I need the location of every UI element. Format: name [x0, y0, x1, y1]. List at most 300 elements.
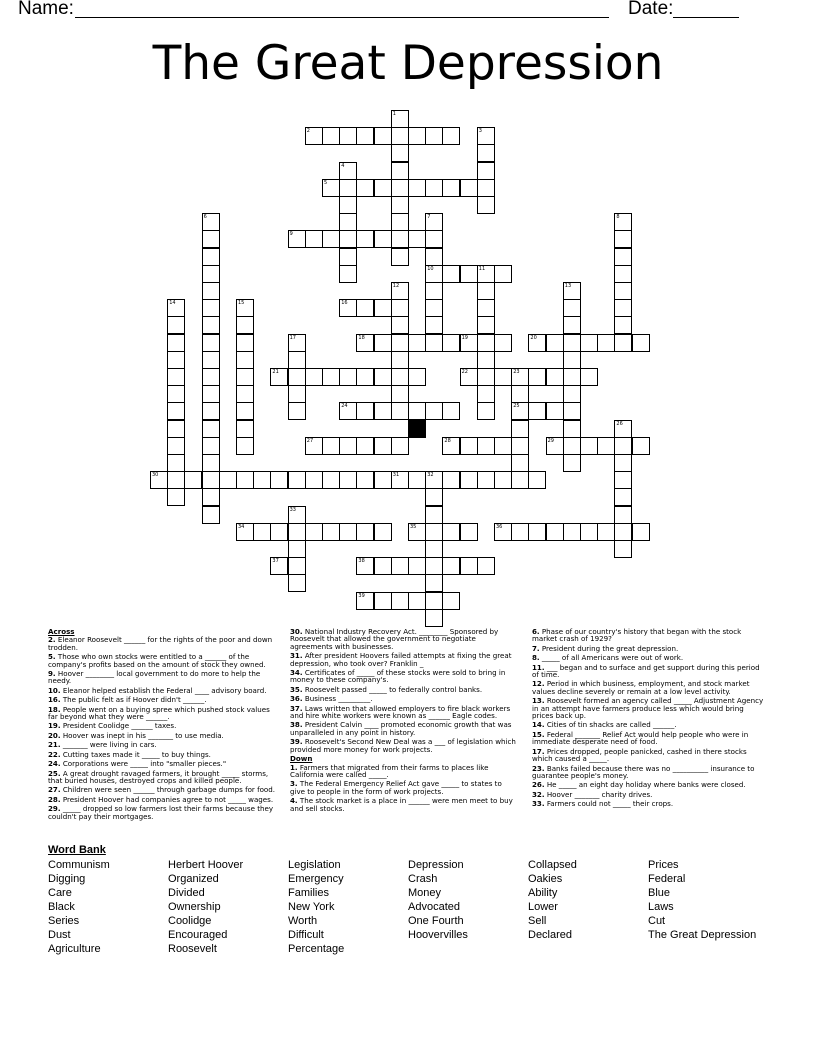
grid-cell[interactable] [305, 523, 323, 541]
grid-cell[interactable] [202, 316, 220, 334]
grid-cell[interactable] [391, 299, 409, 317]
grid-cell[interactable] [460, 334, 478, 352]
grid-cell[interactable] [202, 488, 220, 506]
grid-cell[interactable] [511, 454, 529, 472]
grid-cell[interactable] [202, 265, 220, 283]
grid-cell[interactable] [374, 368, 392, 386]
grid-cell[interactable] [528, 523, 546, 541]
grid-cell[interactable] [270, 368, 288, 386]
grid-cell[interactable] [425, 506, 443, 524]
grid-cell[interactable] [563, 368, 581, 386]
grid-cell[interactable] [167, 316, 185, 334]
clue-text: The public felt as if Hoover didn't ______. [60, 695, 207, 705]
grid-cell[interactable] [202, 402, 220, 420]
grid-cell[interactable] [322, 368, 340, 386]
grid-cell[interactable] [614, 230, 632, 248]
grid-cell[interactable] [632, 437, 650, 455]
grid-cell[interactable] [442, 127, 460, 145]
grid-cell[interactable] [167, 471, 185, 489]
grid-cell[interactable] [614, 316, 632, 334]
grid-cell[interactable] [511, 402, 529, 420]
grid-cell[interactable] [442, 265, 460, 283]
grid-cell[interactable] [356, 179, 374, 197]
grid-cell[interactable] [408, 179, 426, 197]
grid-cell[interactable] [563, 437, 581, 455]
grid-cell[interactable] [374, 523, 392, 541]
grid-cell[interactable] [477, 265, 495, 283]
grid-cell[interactable] [339, 368, 357, 386]
grid-cell[interactable] [442, 471, 460, 489]
grid-cell[interactable] [374, 557, 392, 575]
grid-cell[interactable] [408, 592, 426, 610]
grid-cell[interactable] [425, 592, 443, 610]
grid-cell[interactable] [563, 420, 581, 438]
grid-cell[interactable] [408, 127, 426, 145]
word-bank-word: Hoovervilles [408, 929, 468, 941]
grid-cell[interactable] [460, 179, 478, 197]
grid-cell[interactable] [614, 282, 632, 300]
grid-cell[interactable] [236, 437, 254, 455]
grid-cell[interactable] [288, 385, 306, 403]
grid-cell[interactable] [202, 506, 220, 524]
grid-cell[interactable] [167, 334, 185, 352]
grid-cell[interactable] [391, 368, 409, 386]
grid-cell[interactable] [460, 437, 478, 455]
grid-cell[interactable] [391, 179, 409, 197]
grid-cell[interactable] [563, 351, 581, 369]
grid-cell[interactable] [442, 179, 460, 197]
grid-cell[interactable] [563, 282, 581, 300]
grid-cell[interactable] [339, 265, 357, 283]
grid-cell[interactable] [614, 334, 632, 352]
grid-cell[interactable] [236, 420, 254, 438]
clue [290, 628, 518, 650]
grid-cell[interactable] [236, 316, 254, 334]
grid-cell[interactable] [339, 248, 357, 266]
grid-cell[interactable] [614, 454, 632, 472]
grid-cell[interactable] [425, 540, 443, 558]
grid-cell[interactable] [442, 523, 460, 541]
grid-cell[interactable] [460, 471, 478, 489]
grid-cell[interactable] [391, 248, 409, 266]
grid-cell[interactable] [477, 179, 495, 197]
grid-cell[interactable] [391, 402, 409, 420]
grid-cell[interactable] [288, 402, 306, 420]
clue-text: Eleanor Roosevelt ______ for the rights of the poor and down trodden. [48, 635, 273, 652]
grid-cell[interactable] [288, 368, 306, 386]
grid-cell[interactable] [270, 523, 288, 541]
grid-cell[interactable] [408, 334, 426, 352]
grid-cell[interactable] [477, 368, 495, 386]
grid-cell[interactable] [563, 523, 581, 541]
word-bank-word: Money [408, 887, 442, 899]
grid-cell[interactable] [477, 299, 495, 317]
grid-cell[interactable] [408, 523, 426, 541]
grid-cell[interactable] [236, 334, 254, 352]
grid-cell[interactable] [339, 402, 357, 420]
clues-column-3 [532, 628, 766, 810]
grid-cell[interactable] [425, 609, 443, 627]
grid-cell[interactable] [356, 334, 374, 352]
grid-cell[interactable] [614, 265, 632, 283]
grid-cell[interactable] [236, 385, 254, 403]
grid-cell[interactable] [494, 523, 512, 541]
grid-cell[interactable] [288, 334, 306, 352]
grid-cell[interactable] [614, 213, 632, 231]
grid-cell[interactable] [442, 402, 460, 420]
grid-cell[interactable] [477, 402, 495, 420]
grid-cell[interactable] [236, 471, 254, 489]
grid-cell[interactable] [477, 196, 495, 214]
grid-cell[interactable] [288, 523, 306, 541]
grid-cell[interactable] [391, 557, 409, 575]
grid-cell[interactable] [614, 540, 632, 558]
grid-cell[interactable] [425, 299, 443, 317]
grid-cell[interactable] [167, 351, 185, 369]
grid-cell[interactable] [425, 334, 443, 352]
grid-cell[interactable] [356, 437, 374, 455]
grid-cell[interactable] [339, 230, 357, 248]
grid-cell[interactable] [614, 437, 632, 455]
grid-cell[interactable] [477, 385, 495, 403]
grid-cell[interactable] [391, 316, 409, 334]
grid-cell[interactable] [202, 385, 220, 403]
grid-cell[interactable] [288, 574, 306, 592]
clue-number: 28. [48, 794, 61, 804]
word-bank-word: Ownership [168, 901, 221, 913]
grid-cell[interactable] [580, 368, 598, 386]
grid-cell[interactable] [477, 557, 495, 575]
clue-number: 30. [290, 627, 303, 636]
word-bank-word: New York [288, 901, 335, 913]
grid-cell[interactable] [597, 437, 615, 455]
grid-cell[interactable] [597, 334, 615, 352]
grid-cell[interactable] [614, 299, 632, 317]
grid-cell[interactable] [442, 437, 460, 455]
clue-number: 18 [358, 334, 365, 341]
grid-cell[interactable] [391, 334, 409, 352]
grid-cell[interactable] [408, 402, 426, 420]
grid-cell[interactable] [339, 127, 357, 145]
clue-number: 3. [290, 779, 298, 789]
grid-cell[interactable] [391, 196, 409, 214]
grid-cell[interactable] [442, 557, 460, 575]
grid-cell[interactable] [546, 437, 564, 455]
grid-cell[interactable] [167, 420, 185, 438]
grid-cell[interactable] [339, 471, 357, 489]
grid-cell[interactable] [528, 368, 546, 386]
clue-number: 33. [532, 799, 545, 809]
grid-cell[interactable] [391, 351, 409, 369]
grid-cell[interactable] [511, 385, 529, 403]
grid-cell[interactable] [253, 523, 271, 541]
grid-cell[interactable] [322, 230, 340, 248]
grid-cell[interactable] [202, 334, 220, 352]
grid-cell[interactable] [270, 471, 288, 489]
grid-cell[interactable] [356, 299, 374, 317]
clue-number: 22 [461, 369, 468, 375]
grid-cell[interactable] [425, 574, 443, 592]
grid-cell[interactable] [322, 471, 340, 489]
grid-cell[interactable] [391, 230, 409, 248]
grid-cell[interactable] [528, 471, 546, 489]
grid-cell[interactable] [236, 368, 254, 386]
grid-cell[interactable] [339, 196, 357, 214]
clue-number: 16. [48, 695, 61, 705]
grid-cell[interactable] [511, 471, 529, 489]
clue-text: ___ began and to surface and get support during this period of time. [532, 662, 760, 680]
grid-cell[interactable] [494, 437, 512, 455]
grid-cell[interactable] [288, 557, 306, 575]
grid-cell[interactable] [425, 402, 443, 420]
grid-cell[interactable] [546, 402, 564, 420]
grid-cell[interactable] [425, 471, 443, 489]
grid-cell[interactable] [580, 523, 598, 541]
clue-text: Hoover ________ local government to do more to help the needy. [48, 669, 261, 686]
clue [48, 760, 278, 767]
word-bank-word: Lower [528, 901, 558, 913]
grid-cell[interactable] [442, 592, 460, 610]
clue-text: Hoover _______ charity drives. [544, 789, 653, 799]
grid-cell[interactable] [374, 127, 392, 145]
clue-number: 15 [238, 300, 245, 307]
grid-cell[interactable] [356, 523, 374, 541]
grid-cell[interactable] [511, 523, 529, 541]
grid-cell[interactable] [494, 368, 512, 386]
grid-cell[interactable] [563, 385, 581, 403]
grid-cell[interactable] [425, 127, 443, 145]
grid-cell[interactable] [305, 437, 323, 455]
grid-cell[interactable] [202, 454, 220, 472]
grid-cell[interactable] [356, 368, 374, 386]
grid-cell[interactable] [202, 282, 220, 300]
grid-cell[interactable] [460, 557, 478, 575]
grid-cell[interactable] [288, 230, 306, 248]
grid-cell[interactable] [563, 454, 581, 472]
grid-cell[interactable] [563, 316, 581, 334]
grid-cell[interactable] [477, 144, 495, 162]
grid-cell[interactable] [425, 557, 443, 575]
grid-cell[interactable] [202, 368, 220, 386]
grid-cell[interactable] [391, 437, 409, 455]
grid-cell[interactable] [305, 471, 323, 489]
grid-cell[interactable] [322, 523, 340, 541]
grid-cell[interactable] [460, 523, 478, 541]
grid-cell[interactable] [305, 368, 323, 386]
grid-cell[interactable] [339, 523, 357, 541]
grid-cell[interactable] [391, 592, 409, 610]
grid-cell[interactable] [425, 179, 443, 197]
grid-cell[interactable] [425, 213, 443, 231]
grid-cell[interactable] [408, 230, 426, 248]
clue-number: 23 [513, 369, 520, 375]
clue-number: 21. [48, 740, 61, 750]
grid-cell[interactable] [202, 248, 220, 266]
grid-cell[interactable] [167, 488, 185, 506]
grid-cell[interactable] [322, 437, 340, 455]
grid-cell[interactable] [339, 213, 357, 231]
grid-cell[interactable] [322, 179, 340, 197]
grid-cell[interactable] [477, 437, 495, 455]
grid-cell[interactable] [374, 230, 392, 248]
grid-cell[interactable] [288, 506, 306, 524]
grid-cell[interactable] [356, 471, 374, 489]
grid-cell[interactable] [202, 471, 220, 489]
grid-cell[interactable] [425, 230, 443, 248]
grid-cell[interactable] [374, 471, 392, 489]
grid-cell[interactable] [614, 420, 632, 438]
grid-cell[interactable] [270, 557, 288, 575]
date-label: Date: [628, 0, 674, 19]
grid-cell[interactable] [494, 471, 512, 489]
grid-cell[interactable] [391, 385, 409, 403]
grid-cell[interactable] [356, 230, 374, 248]
grid-cell[interactable] [339, 162, 357, 180]
grid-cell[interactable] [460, 368, 478, 386]
grid-cell[interactable] [528, 402, 546, 420]
grid-cell[interactable] [391, 144, 409, 162]
grid-cell[interactable] [614, 248, 632, 266]
grid-cell[interactable] [288, 471, 306, 489]
clue [290, 780, 518, 795]
grid-cell[interactable] [356, 402, 374, 420]
clue-number: 11. [532, 662, 545, 672]
word-bank-word: Agriculture [48, 943, 101, 955]
grid-cell[interactable] [546, 334, 564, 352]
grid-cell[interactable] [391, 213, 409, 231]
grid-cell[interactable] [477, 334, 495, 352]
grid-cell[interactable] [236, 402, 254, 420]
grid-cell[interactable] [374, 592, 392, 610]
grid-cell[interactable] [632, 334, 650, 352]
grid-cell[interactable] [477, 127, 495, 145]
grid-cell[interactable] [425, 265, 443, 283]
grid-cell[interactable] [184, 471, 202, 489]
grid-cell[interactable] [219, 471, 237, 489]
grid-cell[interactable] [614, 488, 632, 506]
grid-cell[interactable] [425, 248, 443, 266]
grid-cell[interactable] [288, 540, 306, 558]
grid-cell[interactable] [511, 437, 529, 455]
grid-cell[interactable] [202, 437, 220, 455]
grid-cell[interactable] [477, 162, 495, 180]
grid-cell[interactable] [391, 127, 409, 145]
grid-cell[interactable] [563, 334, 581, 352]
grid-cell[interactable] [202, 230, 220, 248]
page-title: The Great Depression [152, 36, 664, 91]
grid-cell[interactable] [339, 437, 357, 455]
clue-number: 25. [48, 768, 61, 778]
grid-cell[interactable] [167, 454, 185, 472]
grid-cell[interactable] [425, 316, 443, 334]
grid-cell[interactable] [339, 299, 357, 317]
grid-cell[interactable] [563, 402, 581, 420]
grid-cell[interactable] [150, 471, 168, 489]
grid-cell[interactable] [236, 351, 254, 369]
grid-cell[interactable] [374, 402, 392, 420]
grid-cell[interactable] [614, 523, 632, 541]
grid-cell[interactable] [391, 282, 409, 300]
grid-cell[interactable] [614, 506, 632, 524]
grid-cell[interactable] [408, 471, 426, 489]
clue-text: President Hoover had companies agree to not _____ wages. [60, 794, 274, 804]
word-bank-word: Sell [528, 915, 547, 927]
grid-cell[interactable] [391, 471, 409, 489]
clue-number: 31. [290, 651, 303, 661]
grid-cell[interactable] [425, 282, 443, 300]
grid-cell[interactable] [167, 385, 185, 403]
grid-cell[interactable] [374, 437, 392, 455]
grid-cell[interactable] [236, 299, 254, 317]
grid-cell[interactable] [167, 437, 185, 455]
grid-cell[interactable] [408, 368, 426, 386]
grid-cell[interactable] [597, 523, 615, 541]
clue-number: 34 [238, 523, 245, 530]
grid-cell[interactable] [442, 334, 460, 352]
grid-cell[interactable] [322, 127, 340, 145]
grid-cell[interactable] [374, 299, 392, 317]
grid-cell[interactable] [167, 368, 185, 386]
grid-cell[interactable] [167, 299, 185, 317]
grid-cell[interactable] [580, 437, 598, 455]
clue [48, 751, 278, 758]
grid-cell[interactable] [391, 162, 409, 180]
grid-cell[interactable] [202, 420, 220, 438]
grid-cell[interactable] [580, 334, 598, 352]
grid-cell[interactable] [546, 368, 564, 386]
grid-cell[interactable] [477, 471, 495, 489]
grid-cell[interactable] [494, 334, 512, 352]
grid-cell[interactable] [202, 299, 220, 317]
grid-cell[interactable] [460, 265, 478, 283]
grid-cell[interactable] [614, 471, 632, 489]
grid-cell[interactable] [288, 351, 306, 369]
grid-cell[interactable] [494, 265, 512, 283]
grid-cell[interactable] [632, 523, 650, 541]
grid-cell[interactable] [305, 230, 323, 248]
word-bank-column [648, 858, 756, 942]
clue-text: A great drought ravaged farmers, it brought _____ storms, that buried houses, destroyed crops and killed people. [48, 768, 269, 785]
clue-number: 35. [290, 684, 303, 694]
grid-cell[interactable] [546, 523, 564, 541]
grid-cell[interactable] [511, 368, 529, 386]
grid-cell[interactable] [374, 179, 392, 197]
grid-cell[interactable] [425, 523, 443, 541]
grid-cell[interactable] [356, 592, 374, 610]
grid-cell[interactable] [253, 471, 271, 489]
grid-cell[interactable] [202, 213, 220, 231]
grid-cell[interactable] [305, 127, 323, 145]
grid-cell[interactable] [339, 179, 357, 197]
grid-cell[interactable] [356, 127, 374, 145]
grid-cell[interactable] [391, 110, 409, 128]
grid-cell[interactable] [477, 282, 495, 300]
grid-cell[interactable] [563, 299, 581, 317]
grid-cell[interactable] [408, 557, 426, 575]
grid-cell[interactable] [374, 334, 392, 352]
grid-cell[interactable] [425, 488, 443, 506]
grid-cell[interactable] [477, 316, 495, 334]
clue-number: 32 [427, 472, 434, 479]
grid-cell[interactable] [528, 334, 546, 352]
grid-cell[interactable] [511, 420, 529, 438]
grid-cell[interactable] [236, 523, 254, 541]
word-bank-word: One Fourth [408, 915, 464, 927]
grid-cell[interactable] [356, 557, 374, 575]
grid-cell[interactable] [167, 402, 185, 420]
grid-cell[interactable] [202, 351, 220, 369]
grid-cell[interactable] [477, 351, 495, 369]
